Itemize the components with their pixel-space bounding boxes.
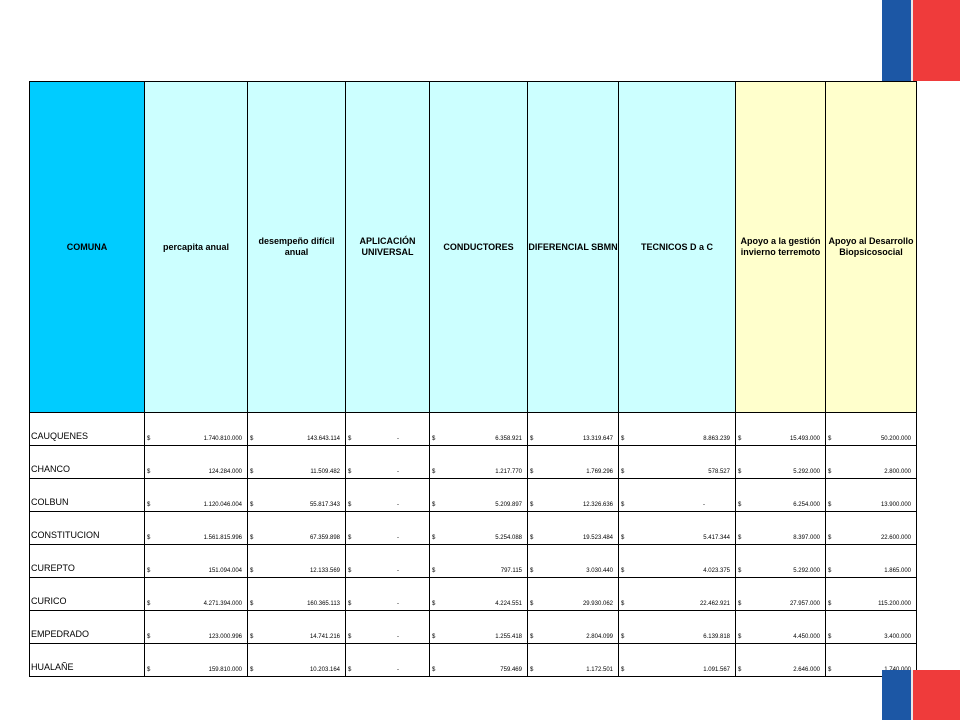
currency-symbol: $: [828, 436, 832, 442]
currency-symbol: $: [828, 469, 832, 475]
amount-cell: [528, 545, 619, 578]
comuna-name: CAUQUENES: [31, 431, 89, 441]
amount-value: -: [397, 502, 399, 508]
amount-value: 8.397.000: [793, 535, 820, 541]
amount-value: 5.209.897: [495, 502, 522, 508]
amount-cell: [346, 479, 430, 512]
currency-symbol: $: [738, 634, 742, 640]
header-comuna: COMUNA: [30, 82, 145, 413]
table-row: [30, 413, 917, 446]
comuna-cell: [30, 611, 145, 644]
currency-symbol: $: [348, 601, 352, 607]
amount-value: -: [397, 667, 399, 673]
amount-cell: [736, 479, 826, 512]
currency-symbol: $: [348, 634, 352, 640]
amount-value: 1.740.810.000: [203, 436, 242, 442]
amount-cell: [145, 611, 248, 644]
currency-symbol: $: [250, 634, 254, 640]
amount-cell: [430, 644, 528, 677]
amount-value: 14.741.216: [309, 634, 340, 640]
table-row: [30, 512, 917, 545]
amount-cell: [248, 611, 346, 644]
amount-value: 160.365.113: [307, 601, 340, 607]
currency-symbol: $: [621, 436, 625, 442]
amount-cell: [248, 446, 346, 479]
currency-symbol: $: [348, 535, 352, 541]
amount-value: 22.600.000: [880, 535, 911, 541]
currency-symbol: $: [738, 601, 742, 607]
currency-symbol: $: [432, 502, 436, 508]
comuna-cell: [30, 545, 145, 578]
currency-symbol: $: [147, 634, 151, 640]
currency-symbol: $: [621, 634, 625, 640]
amount-value: 151.094.004: [208, 568, 242, 574]
currency-symbol: $: [432, 535, 436, 541]
comuna-name: COLBUN: [31, 497, 69, 507]
comuna-cell: [30, 479, 145, 512]
currency-symbol: $: [348, 502, 352, 508]
amount-value: 6.139.818: [703, 634, 730, 640]
table-row: [30, 578, 917, 611]
amount-value: 6.358.921: [495, 436, 522, 442]
comuna-name: HUALAÑE: [31, 662, 74, 672]
amount-cell: [145, 413, 248, 446]
amount-value: 123.000.996: [208, 634, 242, 640]
amount-cell: [346, 611, 430, 644]
amount-value: 1.217.770: [495, 469, 522, 475]
amount-cell: [736, 578, 826, 611]
amount-value: 578.527: [708, 469, 730, 475]
comuna-name: CONSTITUCION: [31, 530, 100, 540]
amount-value: 5.292.000: [793, 568, 820, 574]
amount-value: 2.646.000: [793, 667, 820, 673]
currency-symbol: $: [530, 634, 534, 640]
currency-symbol: $: [348, 436, 352, 442]
amount-cell: [145, 644, 248, 677]
currency-symbol: $: [250, 601, 254, 607]
comuna-cell: [30, 413, 145, 446]
amount-value: 1.091.567: [703, 667, 730, 673]
amount-cell: [430, 413, 528, 446]
amount-cell: [346, 545, 430, 578]
amount-cell: [619, 545, 736, 578]
currency-symbol: $: [530, 601, 534, 607]
amount-cell: [736, 446, 826, 479]
currency-symbol: $: [621, 667, 625, 673]
amount-cell: [826, 512, 917, 545]
currency-symbol: $: [147, 436, 151, 442]
amount-cell: [826, 545, 917, 578]
comuna-funding-table: [29, 81, 917, 677]
currency-symbol: $: [530, 469, 534, 475]
amount-cell: [346, 413, 430, 446]
amount-cell: [826, 446, 917, 479]
currency-symbol: $: [530, 535, 534, 541]
amount-value: 1.120.046.004: [203, 502, 242, 508]
comuna-name: CURICO: [31, 596, 67, 606]
header-apoyo-gestion: Apoyo a la gestión invierno terremoto: [736, 82, 826, 413]
header-conductores: CONDUCTORES: [430, 82, 528, 413]
amount-value: 115.200.000: [878, 601, 911, 607]
amount-cell: [145, 446, 248, 479]
currency-symbol: $: [828, 568, 832, 574]
amount-cell: [826, 413, 917, 446]
amount-cell: [619, 446, 736, 479]
currency-symbol: $: [250, 502, 254, 508]
amount-cell: [430, 512, 528, 545]
amount-cell: [346, 512, 430, 545]
amount-cell: [248, 479, 346, 512]
amount-value: 1.255.418: [495, 634, 522, 640]
amount-value: 159.810.000: [208, 667, 242, 673]
amount-cell: [430, 446, 528, 479]
amount-value: 3.400.000: [884, 634, 911, 640]
comuna-cell: [30, 446, 145, 479]
amount-value: 19.523.484: [582, 535, 613, 541]
header-row: [30, 82, 917, 413]
amount-value: -: [397, 436, 399, 442]
header-percapita: percapita anual: [145, 82, 248, 413]
amount-value: 143.643.114: [307, 436, 340, 442]
amount-cell: [619, 644, 736, 677]
currency-symbol: $: [621, 469, 625, 475]
currency-symbol: $: [432, 469, 436, 475]
amount-value: -: [397, 634, 399, 640]
amount-cell: [528, 644, 619, 677]
amount-cell: [826, 611, 917, 644]
header-tecnicos: TECNICOS D a C: [619, 82, 736, 413]
amount-value: 1.865.000: [884, 568, 911, 574]
amount-value: 1.172.501: [586, 667, 613, 673]
amount-value: 12.326.636: [582, 502, 613, 508]
currency-symbol: $: [147, 469, 151, 475]
amount-cell: [145, 479, 248, 512]
amount-cell: [430, 479, 528, 512]
currency-symbol: $: [432, 601, 436, 607]
currency-symbol: $: [738, 469, 742, 475]
currency-symbol: $: [348, 469, 352, 475]
amount-value: 124.284.000: [208, 469, 242, 475]
currency-symbol: $: [147, 667, 151, 673]
amount-cell: [346, 578, 430, 611]
amount-value: 11.509.482: [310, 469, 340, 475]
table-row: [30, 479, 917, 512]
amount-cell: [736, 512, 826, 545]
amount-cell: [145, 512, 248, 545]
currency-symbol: $: [348, 667, 352, 673]
comuna-cell: [30, 578, 145, 611]
amount-cell: [619, 479, 736, 512]
currency-symbol: $: [828, 535, 832, 541]
table-row: [30, 545, 917, 578]
amount-cell: [528, 446, 619, 479]
currency-symbol: $: [828, 601, 832, 607]
currency-symbol: $: [432, 568, 436, 574]
amount-cell: [346, 644, 430, 677]
table-row: [30, 446, 917, 479]
amount-value: 12.133.569: [309, 568, 340, 574]
amount-value: 6.254.000: [793, 502, 820, 508]
flag-decoration-bottom: [882, 670, 960, 720]
amount-cell: [619, 578, 736, 611]
currency-symbol: $: [621, 535, 625, 541]
currency-symbol: $: [432, 436, 436, 442]
currency-symbol: $: [348, 568, 352, 574]
amount-cell: [145, 545, 248, 578]
amount-value: 29.930.062: [582, 601, 613, 607]
comuna-name: EMPEDRADO: [31, 629, 90, 639]
currency-symbol: $: [250, 535, 254, 541]
amount-cell: [736, 611, 826, 644]
currency-symbol: $: [147, 502, 151, 508]
header-apoyo-desarrollo: Apoyo al Desarrollo Biopsicosocial: [826, 82, 917, 413]
currency-symbol: $: [147, 535, 151, 541]
flag-decoration-top: [882, 0, 960, 81]
comuna-cell: [30, 512, 145, 545]
currency-symbol: $: [738, 667, 742, 673]
amount-cell: [430, 545, 528, 578]
currency-symbol: $: [250, 667, 254, 673]
amount-value: 50.200.000: [880, 436, 911, 442]
amount-value: 67.359.898: [309, 535, 340, 541]
currency-symbol: $: [621, 601, 625, 607]
amount-value: 3.030.440: [586, 568, 613, 574]
currency-symbol: $: [147, 568, 151, 574]
header-aplicacion: APLICACIÓN UNIVERSAL: [346, 82, 430, 413]
table-row: [30, 644, 917, 677]
currency-symbol: $: [250, 568, 254, 574]
amount-value: 22.462.921: [699, 601, 730, 607]
amount-value: 4.271.394.000: [203, 601, 242, 607]
amount-cell: [736, 545, 826, 578]
amount-value: 2.800.000: [884, 469, 911, 475]
amount-value: 797.115: [500, 568, 522, 574]
amount-cell: [826, 479, 917, 512]
header-diferencial: DIFERENCIAL SBMN: [528, 82, 619, 413]
currency-symbol: $: [530, 436, 534, 442]
currency-symbol: $: [250, 469, 254, 475]
currency-symbol: $: [432, 634, 436, 640]
amount-cell: [619, 611, 736, 644]
amount-cell: [619, 512, 736, 545]
amount-value: 1.561.815.996: [203, 535, 242, 541]
currency-symbol: $: [250, 436, 254, 442]
amount-cell: [248, 644, 346, 677]
currency-symbol: $: [621, 568, 625, 574]
amount-cell: [528, 512, 619, 545]
amount-value: 13.319.647: [582, 436, 613, 442]
currency-symbol: $: [738, 568, 742, 574]
currency-symbol: $: [530, 667, 534, 673]
amount-cell: [619, 413, 736, 446]
amount-value: -: [703, 502, 705, 508]
amount-cell: [430, 611, 528, 644]
amount-cell: [145, 578, 248, 611]
amount-cell: [528, 479, 619, 512]
amount-cell: [248, 545, 346, 578]
amount-value: 4.450.000: [793, 634, 820, 640]
currency-symbol: $: [738, 436, 742, 442]
amount-cell: [430, 578, 528, 611]
currency-symbol: $: [828, 667, 832, 673]
amount-value: 1.769.296: [586, 469, 613, 475]
header-desempeno: desempeño difícil anual: [248, 82, 346, 413]
amount-value: -: [397, 568, 399, 574]
amount-value: 13.900.000: [880, 502, 911, 508]
amount-cell: [826, 578, 917, 611]
amount-value: 4.224.551: [495, 601, 522, 607]
amount-value: 8.863.239: [703, 436, 730, 442]
amount-cell: [248, 512, 346, 545]
amount-cell: [528, 578, 619, 611]
amount-cell: [528, 611, 619, 644]
amount-value: 5.292.000: [793, 469, 820, 475]
comuna-name: CHANCO: [31, 464, 71, 474]
amount-value: 27.957.000: [789, 601, 820, 607]
amount-cell: [346, 446, 430, 479]
currency-symbol: $: [738, 502, 742, 508]
currency-symbol: $: [828, 502, 832, 508]
amount-value: -: [397, 535, 399, 541]
currency-symbol: $: [530, 502, 534, 508]
amount-value: 15.493.000: [789, 436, 820, 442]
amount-cell: [528, 413, 619, 446]
amount-value: 5.417.344: [703, 535, 730, 541]
amount-cell: [248, 578, 346, 611]
amount-cell: [736, 413, 826, 446]
currency-symbol: $: [147, 601, 151, 607]
amount-value: 4.023.375: [703, 568, 730, 574]
amount-value: 759.469: [500, 667, 522, 673]
amount-value: 5.254.088: [495, 535, 522, 541]
comuna-cell: [30, 644, 145, 677]
currency-symbol: $: [828, 634, 832, 640]
comuna-name: CUREPTO: [31, 563, 75, 573]
amount-cell: [248, 413, 346, 446]
currency-symbol: $: [738, 535, 742, 541]
amount-cell: [736, 644, 826, 677]
amount-value: 2.804.099: [586, 634, 613, 640]
amount-value: -: [397, 601, 399, 607]
currency-symbol: $: [621, 502, 625, 508]
currency-symbol: $: [530, 568, 534, 574]
amount-value: -: [397, 469, 399, 475]
amount-value: 55.817.343: [309, 502, 340, 508]
currency-symbol: $: [432, 667, 436, 673]
table-row: [30, 611, 917, 644]
amount-value: 10.203.164: [309, 667, 340, 673]
